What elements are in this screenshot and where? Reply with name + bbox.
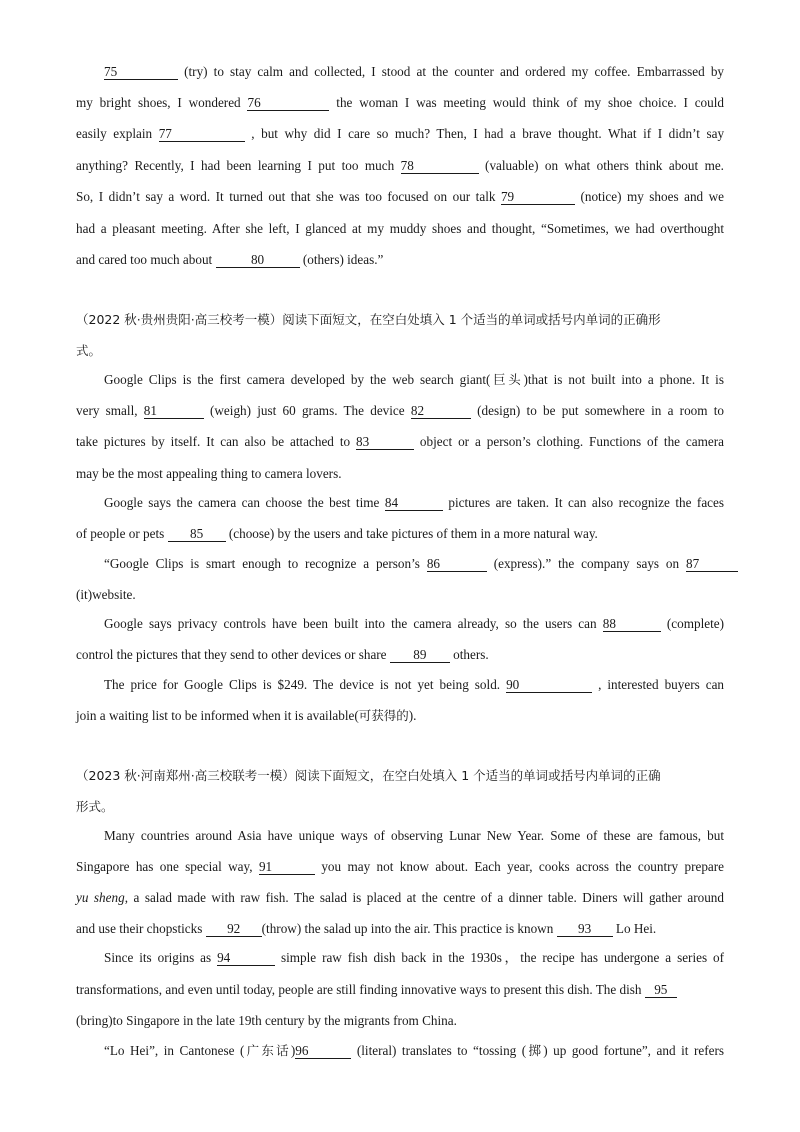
text-line: yu sheng, a salad made with raw fish. The salad is placed at the centre of a dinner table. Diners will gather around xyxy=(76,890,724,905)
text-line: my bright shoes, I wondered 76 the woman I was meeting would think of my shoe choice. I could xyxy=(76,95,724,110)
text-line: Singapore has one special way, 91 you may not know about. Each year, cooks across the country prepare xyxy=(76,859,725,874)
text-line: anything? Recently, I had been learning I put too much 78 (valuable) on what others think about me. xyxy=(76,158,724,173)
blank-95[interactable]: 95 xyxy=(645,983,677,998)
blank-78[interactable]: 78 xyxy=(401,159,479,174)
blank-83[interactable]: 83 xyxy=(356,435,414,450)
text-line: 75 (try) to stay calm and collected, I stood at the counter and ordered my coffee. Embarrassed by xyxy=(104,64,725,79)
text-line: transformations, and even until today, people are still finding innovative ways to present this dish. The dish 95 xyxy=(76,982,736,998)
blank-90[interactable]: 90 xyxy=(506,678,592,693)
blank-84[interactable]: 84 xyxy=(385,496,443,511)
blank-93[interactable]: 93 xyxy=(557,922,613,937)
text-line: (bring)to Singapore in the late 19th century by the migrants from China. xyxy=(76,1013,457,1028)
blank-75[interactable]: 75 xyxy=(104,65,178,80)
text-line: had a pleasant meeting. After she left, I glanced at my muddy shoes and thought, “Sometimes, we had overthought xyxy=(76,221,724,236)
blank-88[interactable]: 88 xyxy=(603,617,661,632)
text-line: take pictures by itself. It can also be attached to 83 object or a person’s clothing. Functions of the camera xyxy=(76,434,724,449)
blank-85[interactable]: 85 xyxy=(168,527,226,542)
text-line: join a waiting list to be informed when it is available(可获得的). xyxy=(76,708,417,723)
text-line: Google says the camera can choose the best time 84 pictures are taken. It can also recognize the faces xyxy=(104,495,725,510)
text-line: So, I didn’t say a word. It turned out that she was too focused on our talk 79 (notice) my shoes and we xyxy=(76,189,725,204)
section-header-cont: 形式。 xyxy=(76,799,114,814)
blank-76[interactable]: 76 xyxy=(247,96,329,111)
text-line: may be the most appealing thing to camera lovers. xyxy=(76,466,342,481)
text-line: Google Clips is the first camera developed by the web search giant(巨头)that is not built into a phone. It is xyxy=(104,372,724,387)
blank-91[interactable]: 91 xyxy=(259,860,315,875)
text-line: “Google Clips is smart enough to recognize a person’s 86 (express).” the company says on 87 xyxy=(104,556,738,572)
section-header-cont: 式。 xyxy=(76,343,102,358)
text-line: Google says privacy controls have been built into the camera already, so the users can 88 (complete) xyxy=(104,616,725,631)
blank-77[interactable]: 77 xyxy=(159,127,245,142)
text-line: Since its origins as 94 simple raw fish dish back in the 1930s，the recipe has undergone a series of xyxy=(104,950,725,965)
text-line: control the pictures that they send to other devices or share 89 others. xyxy=(76,647,489,662)
section-header: （2023 秋·河南郑州·高三校联考一模）阅读下面短文，在空白处填入 1 个适当的单词或括号内单词的正确 xyxy=(76,768,661,783)
blank-87[interactable]: 87 xyxy=(686,557,738,572)
blank-82[interactable]: 82 xyxy=(411,404,471,419)
blank-89[interactable]: 89 xyxy=(390,648,450,663)
blank-96[interactable]: 96 xyxy=(295,1044,351,1059)
text-line: (it)website. xyxy=(76,587,136,602)
text-line: “Lo Hei”, in Cantonese (广东话)96 (literal) translates to “tossing (掷) up good fortune”, and it refers xyxy=(104,1043,724,1058)
blank-79[interactable]: 79 xyxy=(501,190,575,205)
text-line: very small, 81 (weigh) just 60 grams. The device 82 (design) to be put somewhere in a room to xyxy=(76,403,725,418)
section-header: （2022 秋·贵州贵阳·高三校考一模）阅读下面短文，在空白处填入 1 个适当的单词或括号内单词的正确形 xyxy=(76,312,661,327)
blank-92[interactable]: 92 xyxy=(206,922,262,937)
blank-86[interactable]: 86 xyxy=(427,557,487,572)
text-line: of people or pets 85 (choose) by the users and take pictures of them in a more natural way. xyxy=(76,526,598,541)
text-line: The price for Google Clips is $249. The device is not yet being sold. 90 , interested buyers can xyxy=(104,677,725,692)
text-line: and cared too much about 80 (others) ideas.” xyxy=(76,252,384,267)
text-line: Many countries around Asia have unique ways of observing Lunar New Year. Some of these are famous, but xyxy=(104,828,724,843)
blank-94[interactable]: 94 xyxy=(217,951,275,966)
blank-81[interactable]: 81 xyxy=(144,404,204,419)
text-line: and use their chopsticks 92 (throw) the salad up into the air. This practice is known 93 Lo Hei. xyxy=(76,921,657,936)
text-line: easily explain 77 , but why did I care so much? Then, I had a brave thought. What if I didn’t say xyxy=(76,126,725,141)
blank-80[interactable]: 80 xyxy=(216,253,300,268)
